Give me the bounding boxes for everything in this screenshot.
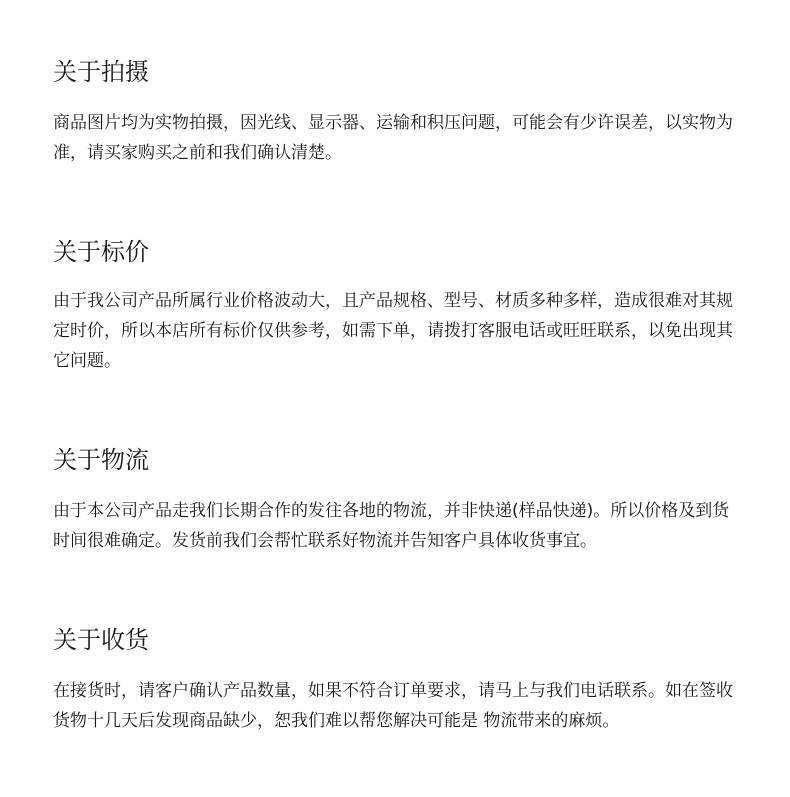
section-body: 由于我公司产品所属行业价格波动大，且产品规格、型号、材质多种多样，造成很难对其规定时价，所以本店所有标价仅供参考，如需下单，请拨打客服电话或旺旺联系，以免出现其它问题。 xyxy=(53,291,733,371)
section-logistics xyxy=(53,444,743,556)
section-photography xyxy=(53,56,743,168)
section-heading: 关于标价 xyxy=(53,238,149,266)
section-receiving xyxy=(53,624,743,736)
section-pricing xyxy=(53,236,743,376)
section-body: 商品图片均为实物拍摄，因光线、显示器、运输和积压问题，可能会有少许误差，以实物为准，请买家购买之前和我们确认清楚。 xyxy=(53,113,733,163)
section-body: 由于本公司产品走我们长期合作的发往各地的物流，并非快递(样品快递)。所以价格及到货时间很难确定。发货前我们会帮忙联系好物流并告知客户具体收货事宜。 xyxy=(53,501,730,551)
section-heading: 关于物流 xyxy=(53,446,149,474)
section-heading: 关于拍摄 xyxy=(53,58,149,86)
section-heading: 关于收货 xyxy=(53,626,149,654)
section-body: 在接货时，请客户确认产品数量，如果不符合订单要求，请马上与我们电话联系。如在签收货物十几天后发现商品缺少，恕我们难以帮您解决可能是 物流带来的麻烦。 xyxy=(53,681,733,731)
